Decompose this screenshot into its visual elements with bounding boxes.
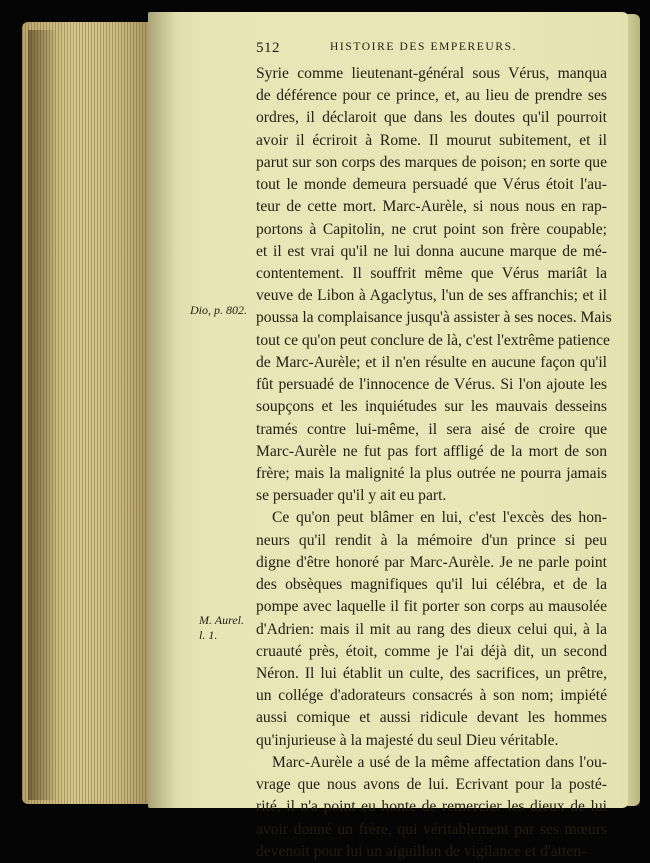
body-line: cruauté près, étoit, comme je l'ai déjà dit, un second [256, 642, 607, 660]
body-line: neurs qu'il rendit à la mémoire d'un prince si peu [256, 531, 607, 549]
body-line: qu'injurieuse à la majesté du seul Dieu véritable. [256, 731, 559, 749]
body-line: tout ce qu'on peut conclure de là, c'est l'extrême patience [256, 331, 610, 349]
body-line: poussa la complaisance jusqu'à assister à ses noces. Mais [256, 309, 612, 327]
body-line: un collége d'adorateurs consacrés à son nom; impiété [256, 687, 607, 705]
body-line: parut sur son corps des marques de poison; en sorte que [256, 153, 607, 171]
body-line: pompe avec laquelle il fit porter son corps au mausolée [256, 598, 607, 616]
body-line: frère; mais la malignité la plus outrée ne pourra jamais [256, 465, 607, 482]
body-line: avoir donné un frère, qui véritablement par ses mœurs [256, 820, 607, 838]
page-edges-shadow [28, 30, 58, 800]
body-line: ordres, il déclaroit que dans les doutes qu'il pourroit [256, 109, 607, 127]
body-line: avoir il écriroit à Rome. Il mourut subitement, et il [256, 131, 607, 149]
body-line: rité, il n'a point eu honte de remercier les dieux de lui [256, 798, 607, 816]
body-line: vrage que nous avons de lui. Ecrivant pour la posté- [256, 776, 607, 793]
body-line: soupçons et les inquiétudes sur les mauvais desseins [256, 398, 607, 416]
body-line: se persuader qu'il y ait eu part. [256, 487, 447, 505]
body-line: et il est vrai qu'il ne lui donna aucune marque de mé- [256, 242, 607, 260]
body-line: tramés contre lui-même, il sera aisé de croire que [256, 420, 607, 438]
body-line: portons à Capitolin, ne crut point son frère coupable; [256, 220, 607, 238]
body-line: teur de cette mort. Marc-Aurèle, si nous nous en rap- [256, 198, 607, 216]
body-line: Marc-Aurèle a usé de la même affectation dans l'ou- [272, 753, 607, 771]
body-line: devenoit pour lui un aiguillon de vigilance et d'atten- [256, 842, 587, 860]
body-line: fût persuadé de l'innocence de Vérus. Si l'on ajoute les [256, 376, 607, 394]
body-line: Syrie comme lieutenant-général sous Vérus, manqua [256, 65, 607, 82]
body-line: Marc-Aurèle ne fut pas fort affligé de la mort de son [256, 442, 607, 460]
body-line: de Marc-Aurèle; et il n'en résulte en aucune façon qu'il [256, 353, 607, 371]
gutter-shadow [148, 12, 176, 808]
body-line: veuve de Libon à Agaclytus, l'un de ses affranchis; et il [256, 287, 607, 305]
body-line: de déférence pour ce prince, et, au lieu de prendre ses [256, 87, 607, 105]
page-number: 512 [256, 40, 280, 56]
body-line: d'Adrien: mais il mit au rang des dieux celui qui, à la [256, 620, 607, 638]
body-line: tout le monde demeura persuadé que Vérus étoit l'au- [256, 176, 607, 194]
margin-note-aurel: M. Aurel. [199, 613, 244, 627]
body-line: des obsèques magnifiques qu'il lui célébra, et de la [256, 576, 607, 594]
body-line: digne d'être honoré par Marc-Aurèle. Je ne parle point [256, 553, 607, 571]
margin-note-aurel-book: l. 1. [199, 628, 218, 642]
body-line: Néron. Il lui établit un culte, des sacrifices, un prêtre, [256, 664, 607, 682]
body-line: Ce qu'on peut blâmer en lui, c'est l'excès des hon- [272, 509, 607, 527]
body-line: aussi comique et aussi ridicule devant les hommes [256, 709, 607, 727]
margin-note-dio: Dio, p. 802. [190, 303, 247, 317]
facing-page-edge [628, 14, 640, 806]
running-head: HISTOIRE DES EMPEREURS. [330, 41, 518, 53]
body-line: contentement. Il souffrit même que Vérus mariât la [256, 265, 607, 282]
